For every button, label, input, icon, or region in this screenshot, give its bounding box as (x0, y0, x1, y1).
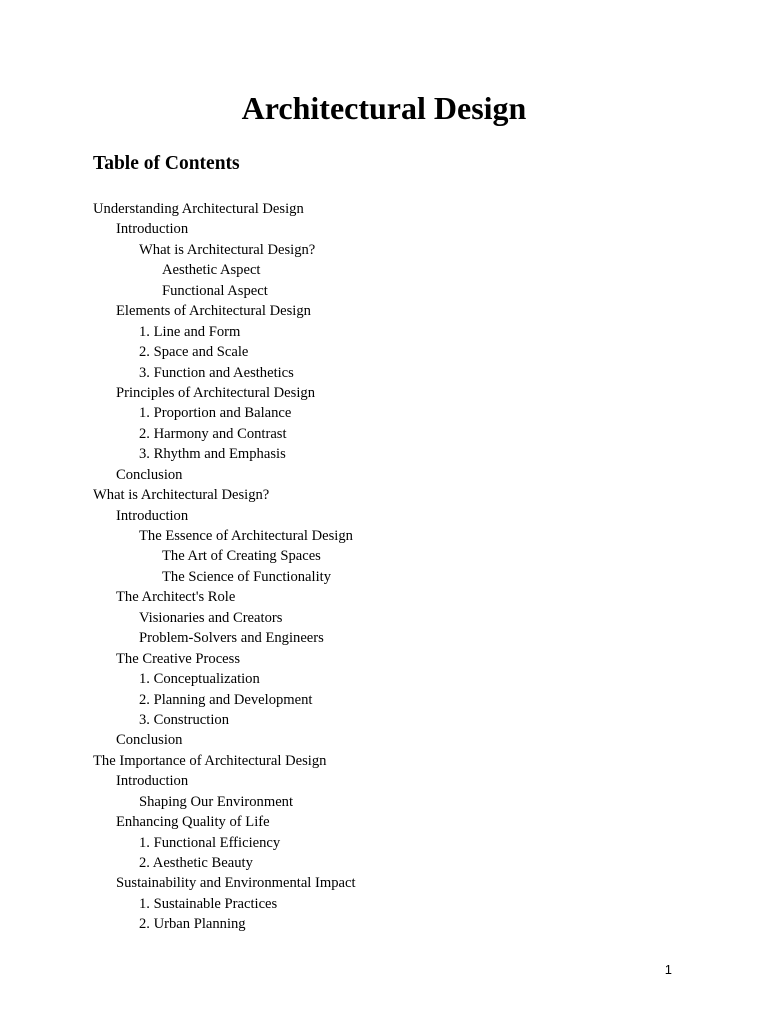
toc-entry: 2. Harmony and Contrast (139, 425, 287, 442)
toc-entry: The Creative Process (116, 650, 241, 667)
toc-entry: Enhancing Quality of Life (116, 814, 270, 831)
toc-entry: Principles of Architectural Design (116, 384, 315, 401)
toc-entry: What is Architectural Design? (139, 241, 316, 258)
toc-entry: 3. Construction (139, 711, 229, 728)
toc-entry: 1. Functional Efficiency (139, 834, 281, 851)
toc-entry: Conclusion (116, 466, 183, 483)
toc-entry: Sustainability and Environmental Impact (116, 875, 356, 892)
toc-entry: Introduction (116, 507, 189, 524)
toc-entry: Aesthetic Aspect (162, 262, 261, 279)
toc-entry: The Art of Creating Spaces (162, 548, 321, 565)
toc-entry: Problem-Solvers and Engineers (139, 630, 324, 647)
toc-entry: 2. Space and Scale (139, 344, 249, 361)
toc-entry: 2. Urban Planning (139, 916, 246, 933)
toc-entry: Introduction (116, 221, 189, 238)
toc-entry: The Architect's Role (116, 589, 236, 606)
toc-entry: Conclusion (116, 732, 183, 749)
page-number: 1 (664, 962, 672, 977)
toc-entry: 1. Sustainable Practices (139, 895, 278, 912)
toc-entry: Visionaries and Creators (139, 609, 283, 626)
toc-entry: The Essence of Architectural Design (139, 528, 353, 544)
toc-entry: 3. Rhythm and Emphasis (139, 446, 286, 463)
toc-entry: Shaping Our Environment (139, 793, 294, 810)
toc-entry: 2. Aesthetic Beauty (139, 855, 253, 871)
toc-entry: Introduction (116, 773, 189, 790)
toc-entry: The Science of Functionality (162, 568, 331, 585)
toc-heading: Table of Contents (93, 153, 240, 174)
toc-entry: 3. Function and Aesthetics (139, 364, 294, 381)
toc-entry: The Importance of Architectural Design (93, 752, 327, 769)
toc-entry: 1. Line and Form (139, 323, 241, 340)
document-title: Architectural Design (241, 90, 527, 126)
toc-entry: What is Architectural Design? (93, 487, 270, 504)
table-of-contents (93, 199, 356, 935)
toc-entry: Understanding Architectural Design (93, 201, 304, 217)
toc-entry: Functional Aspect (162, 282, 268, 299)
toc-entry: 2. Planning and Development (139, 691, 313, 708)
toc-entry: Elements of Architectural Design (116, 303, 311, 320)
toc-entry: 1. Conceptualization (139, 671, 260, 688)
toc-entry: 1. Proportion and Balance (139, 405, 292, 422)
